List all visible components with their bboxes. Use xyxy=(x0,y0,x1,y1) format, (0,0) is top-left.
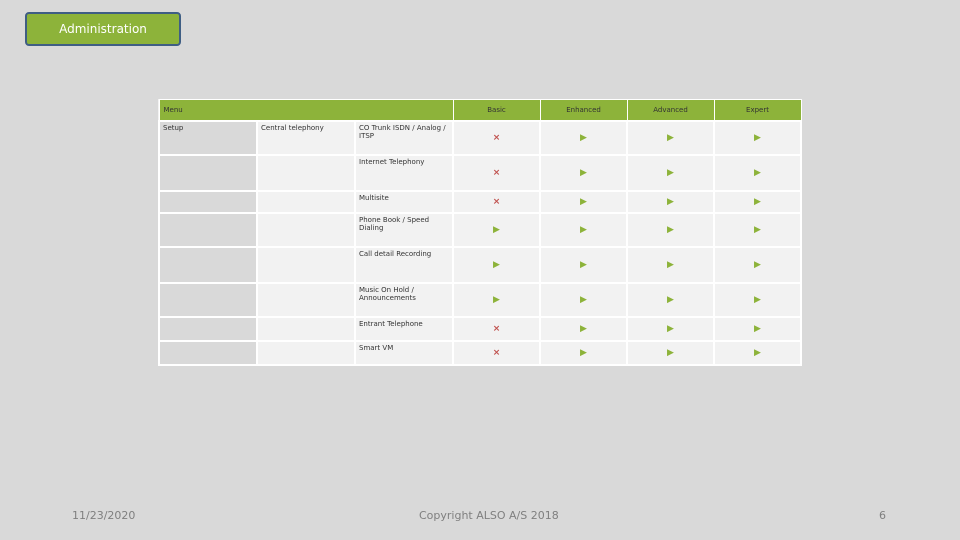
green-flag-icon: ▶ xyxy=(667,295,674,305)
availability-cell xyxy=(627,213,714,247)
availability-cell xyxy=(540,247,627,283)
green-flag-icon: ▶ xyxy=(580,225,587,235)
category-cell xyxy=(257,247,355,283)
table-row xyxy=(159,191,801,213)
green-flag-icon: ▶ xyxy=(667,197,674,207)
table-row xyxy=(159,247,801,283)
footer-copyright: Copyright ALSO A/S 2018 xyxy=(419,509,559,522)
column-header-basic: Basic xyxy=(453,100,540,122)
green-flag-icon: ▶ xyxy=(493,260,500,270)
menu-cell xyxy=(159,155,257,191)
availability-cell xyxy=(453,341,540,365)
availability-cell xyxy=(453,317,540,341)
menu-cell xyxy=(159,317,257,341)
red-cross-icon: × xyxy=(492,133,501,143)
availability-cell xyxy=(714,213,801,247)
red-cross-icon: × xyxy=(492,197,501,207)
green-flag-icon: ▶ xyxy=(667,133,674,143)
availability-cell xyxy=(540,341,627,365)
green-flag-icon: ▶ xyxy=(754,168,761,178)
section-title-badge: Administration xyxy=(25,12,181,46)
table-row xyxy=(159,341,801,365)
table-row xyxy=(159,283,801,317)
feature-cell: CO Trunk ISDN / Analog / ITSP xyxy=(355,121,453,155)
green-flag-icon: ▶ xyxy=(580,295,587,305)
availability-cell xyxy=(453,247,540,283)
green-flag-icon: ▶ xyxy=(580,348,587,358)
menu-cell xyxy=(159,341,257,365)
availability-cell xyxy=(453,155,540,191)
green-flag-icon: ▶ xyxy=(580,197,587,207)
feature-cell: Entrant Telephone xyxy=(355,317,453,341)
availability-cell xyxy=(453,121,540,155)
footer-date: 11/23/2020 xyxy=(72,509,136,522)
column-header-expert: Expert xyxy=(714,100,801,122)
green-flag-icon: ▶ xyxy=(667,348,674,358)
menu-cell: Setup xyxy=(159,121,257,155)
green-flag-icon: ▶ xyxy=(667,260,674,270)
green-flag-icon: ▶ xyxy=(667,168,674,178)
column-header-advanced: Advanced xyxy=(627,100,714,122)
feature-cell: Call detail Recording xyxy=(355,247,453,283)
availability-cell xyxy=(540,121,627,155)
green-flag-icon: ▶ xyxy=(580,260,587,270)
feature-comparison-table xyxy=(158,99,802,366)
menu-cell xyxy=(159,283,257,317)
availability-cell xyxy=(540,283,627,317)
availability-cell xyxy=(714,341,801,365)
availability-cell xyxy=(627,191,714,213)
green-flag-icon: ▶ xyxy=(754,133,761,143)
availability-cell xyxy=(453,191,540,213)
availability-cell xyxy=(453,283,540,317)
green-flag-icon: ▶ xyxy=(667,324,674,334)
table-row xyxy=(159,155,801,191)
feature-cell: Phone Book / Speed Dialing xyxy=(355,213,453,247)
green-flag-icon: ▶ xyxy=(754,197,761,207)
availability-cell xyxy=(714,191,801,213)
menu-cell xyxy=(159,247,257,283)
availability-cell xyxy=(627,317,714,341)
green-flag-icon: ▶ xyxy=(580,133,587,143)
green-flag-icon: ▶ xyxy=(754,260,761,270)
green-flag-icon: ▶ xyxy=(580,324,587,334)
green-flag-icon: ▶ xyxy=(493,295,500,305)
availability-cell xyxy=(627,283,714,317)
feature-cell: Multisite xyxy=(355,191,453,213)
availability-cell xyxy=(714,247,801,283)
green-flag-icon: ▶ xyxy=(580,168,587,178)
availability-cell xyxy=(714,317,801,341)
green-flag-icon: ▶ xyxy=(493,225,500,235)
category-cell xyxy=(257,155,355,191)
column-header-menu: Menu xyxy=(159,100,453,122)
menu-cell xyxy=(159,213,257,247)
red-cross-icon: × xyxy=(492,168,501,178)
feature-cell: Smart VM xyxy=(355,341,453,365)
availability-cell xyxy=(627,121,714,155)
availability-cell xyxy=(453,213,540,247)
green-flag-icon: ▶ xyxy=(667,225,674,235)
category-cell xyxy=(257,283,355,317)
column-header-enhanced: Enhanced xyxy=(540,100,627,122)
menu-cell xyxy=(159,191,257,213)
availability-cell xyxy=(714,283,801,317)
table-header-row xyxy=(159,100,801,122)
table-row xyxy=(159,317,801,341)
green-flag-icon: ▶ xyxy=(754,225,761,235)
availability-cell xyxy=(540,213,627,247)
green-flag-icon: ▶ xyxy=(754,324,761,334)
category-cell xyxy=(257,317,355,341)
category-cell xyxy=(257,213,355,247)
availability-cell xyxy=(540,191,627,213)
green-flag-icon: ▶ xyxy=(754,348,761,358)
feature-cell: Internet Telephony xyxy=(355,155,453,191)
availability-cell xyxy=(540,155,627,191)
table-body xyxy=(159,121,801,365)
availability-cell xyxy=(714,121,801,155)
green-flag-icon: ▶ xyxy=(754,295,761,305)
red-cross-icon: × xyxy=(492,324,501,334)
category-cell xyxy=(257,191,355,213)
availability-cell xyxy=(627,247,714,283)
availability-cell xyxy=(627,341,714,365)
red-cross-icon: × xyxy=(492,348,501,358)
footer-page-number: 6 xyxy=(879,509,886,522)
availability-cell xyxy=(540,317,627,341)
availability-cell xyxy=(627,155,714,191)
table-row xyxy=(159,213,801,247)
category-cell: Central telephony xyxy=(257,121,355,155)
feature-cell: Music On Hold / Announcements xyxy=(355,283,453,317)
category-cell xyxy=(257,341,355,365)
table-row xyxy=(159,121,801,155)
availability-cell xyxy=(714,155,801,191)
